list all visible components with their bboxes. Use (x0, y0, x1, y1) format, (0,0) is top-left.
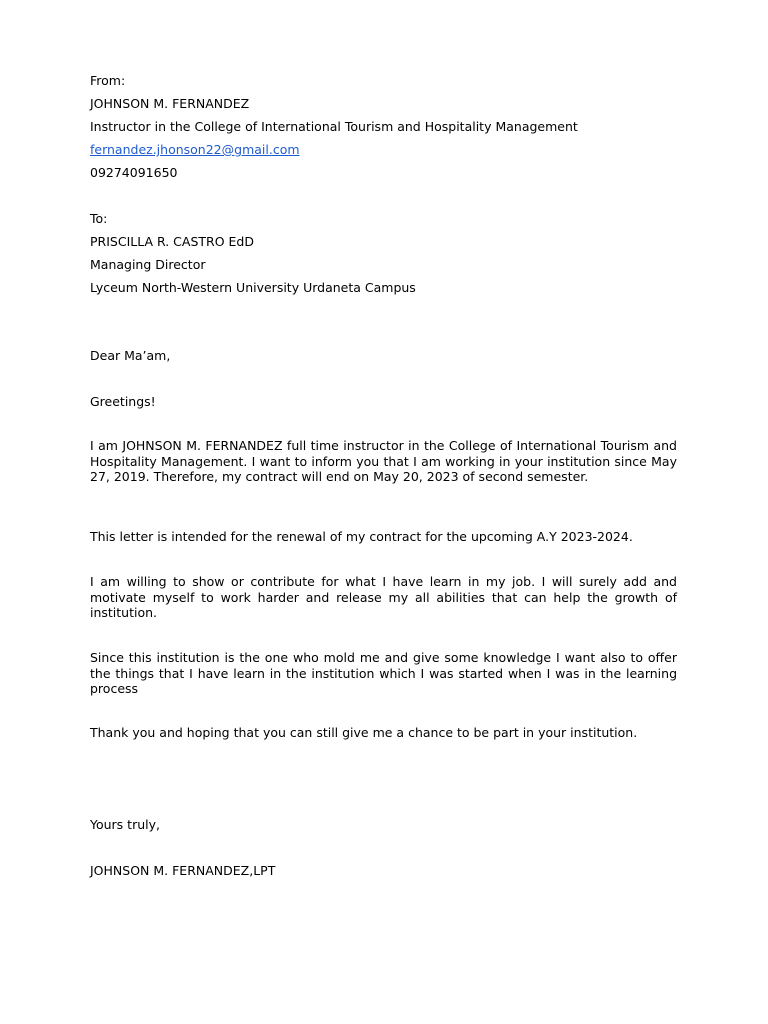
from-label: From: (90, 73, 126, 88)
body-paragraph-intro: I am JOHNSON M. FERNANDEZ full time instructor in the College of International Tourism and Hospitality Management. I want to inform you that I am working in your institution since May 27, 2019. Therefore, my contract will end on May 20, 2023 of second semester. (90, 438, 677, 484)
closing: Yours truly, (90, 817, 160, 832)
body-paragraph-thanks: Thank you and hoping that you can still give me a chance to be part in your institution. (90, 725, 638, 740)
sender-name: JOHNSON M. FERNANDEZ (90, 96, 250, 111)
body-paragraph-renewal: This letter is intended for the renewal of my contract for the upcoming A.Y 2023-2024. (90, 529, 633, 544)
sender-position: Instructor in the College of International Tourism and Hospitality Management (90, 119, 578, 134)
sender-email-link[interactable]: fernandez.jhonson22@gmail.com (90, 142, 300, 157)
to-label: To: (90, 211, 108, 226)
body-paragraph-institution: Since this institution is the one who mold me and give some knowledge I want also to offer the things that I have learn in the institution which I was started when I was in the learning process (90, 650, 677, 696)
recipient-institution: Lyceum North-Western University Urdaneta Campus (90, 280, 416, 295)
greeting: Greetings! (90, 394, 156, 409)
signature-name: JOHNSON M. FERNANDEZ,LPT (90, 863, 276, 878)
recipient-name: PRISCILLA R. CASTRO EdD (90, 234, 254, 249)
sender-phone: 09274091650 (90, 165, 178, 180)
salutation: Dear Ma’am, (90, 348, 171, 363)
recipient-title: Managing Director (90, 257, 206, 272)
body-paragraph-commitment: I am willing to show or contribute for what I have learn in my job. I will surely add and motivate myself to work harder and release my all abilities that can help the growth of institution. (90, 574, 677, 620)
